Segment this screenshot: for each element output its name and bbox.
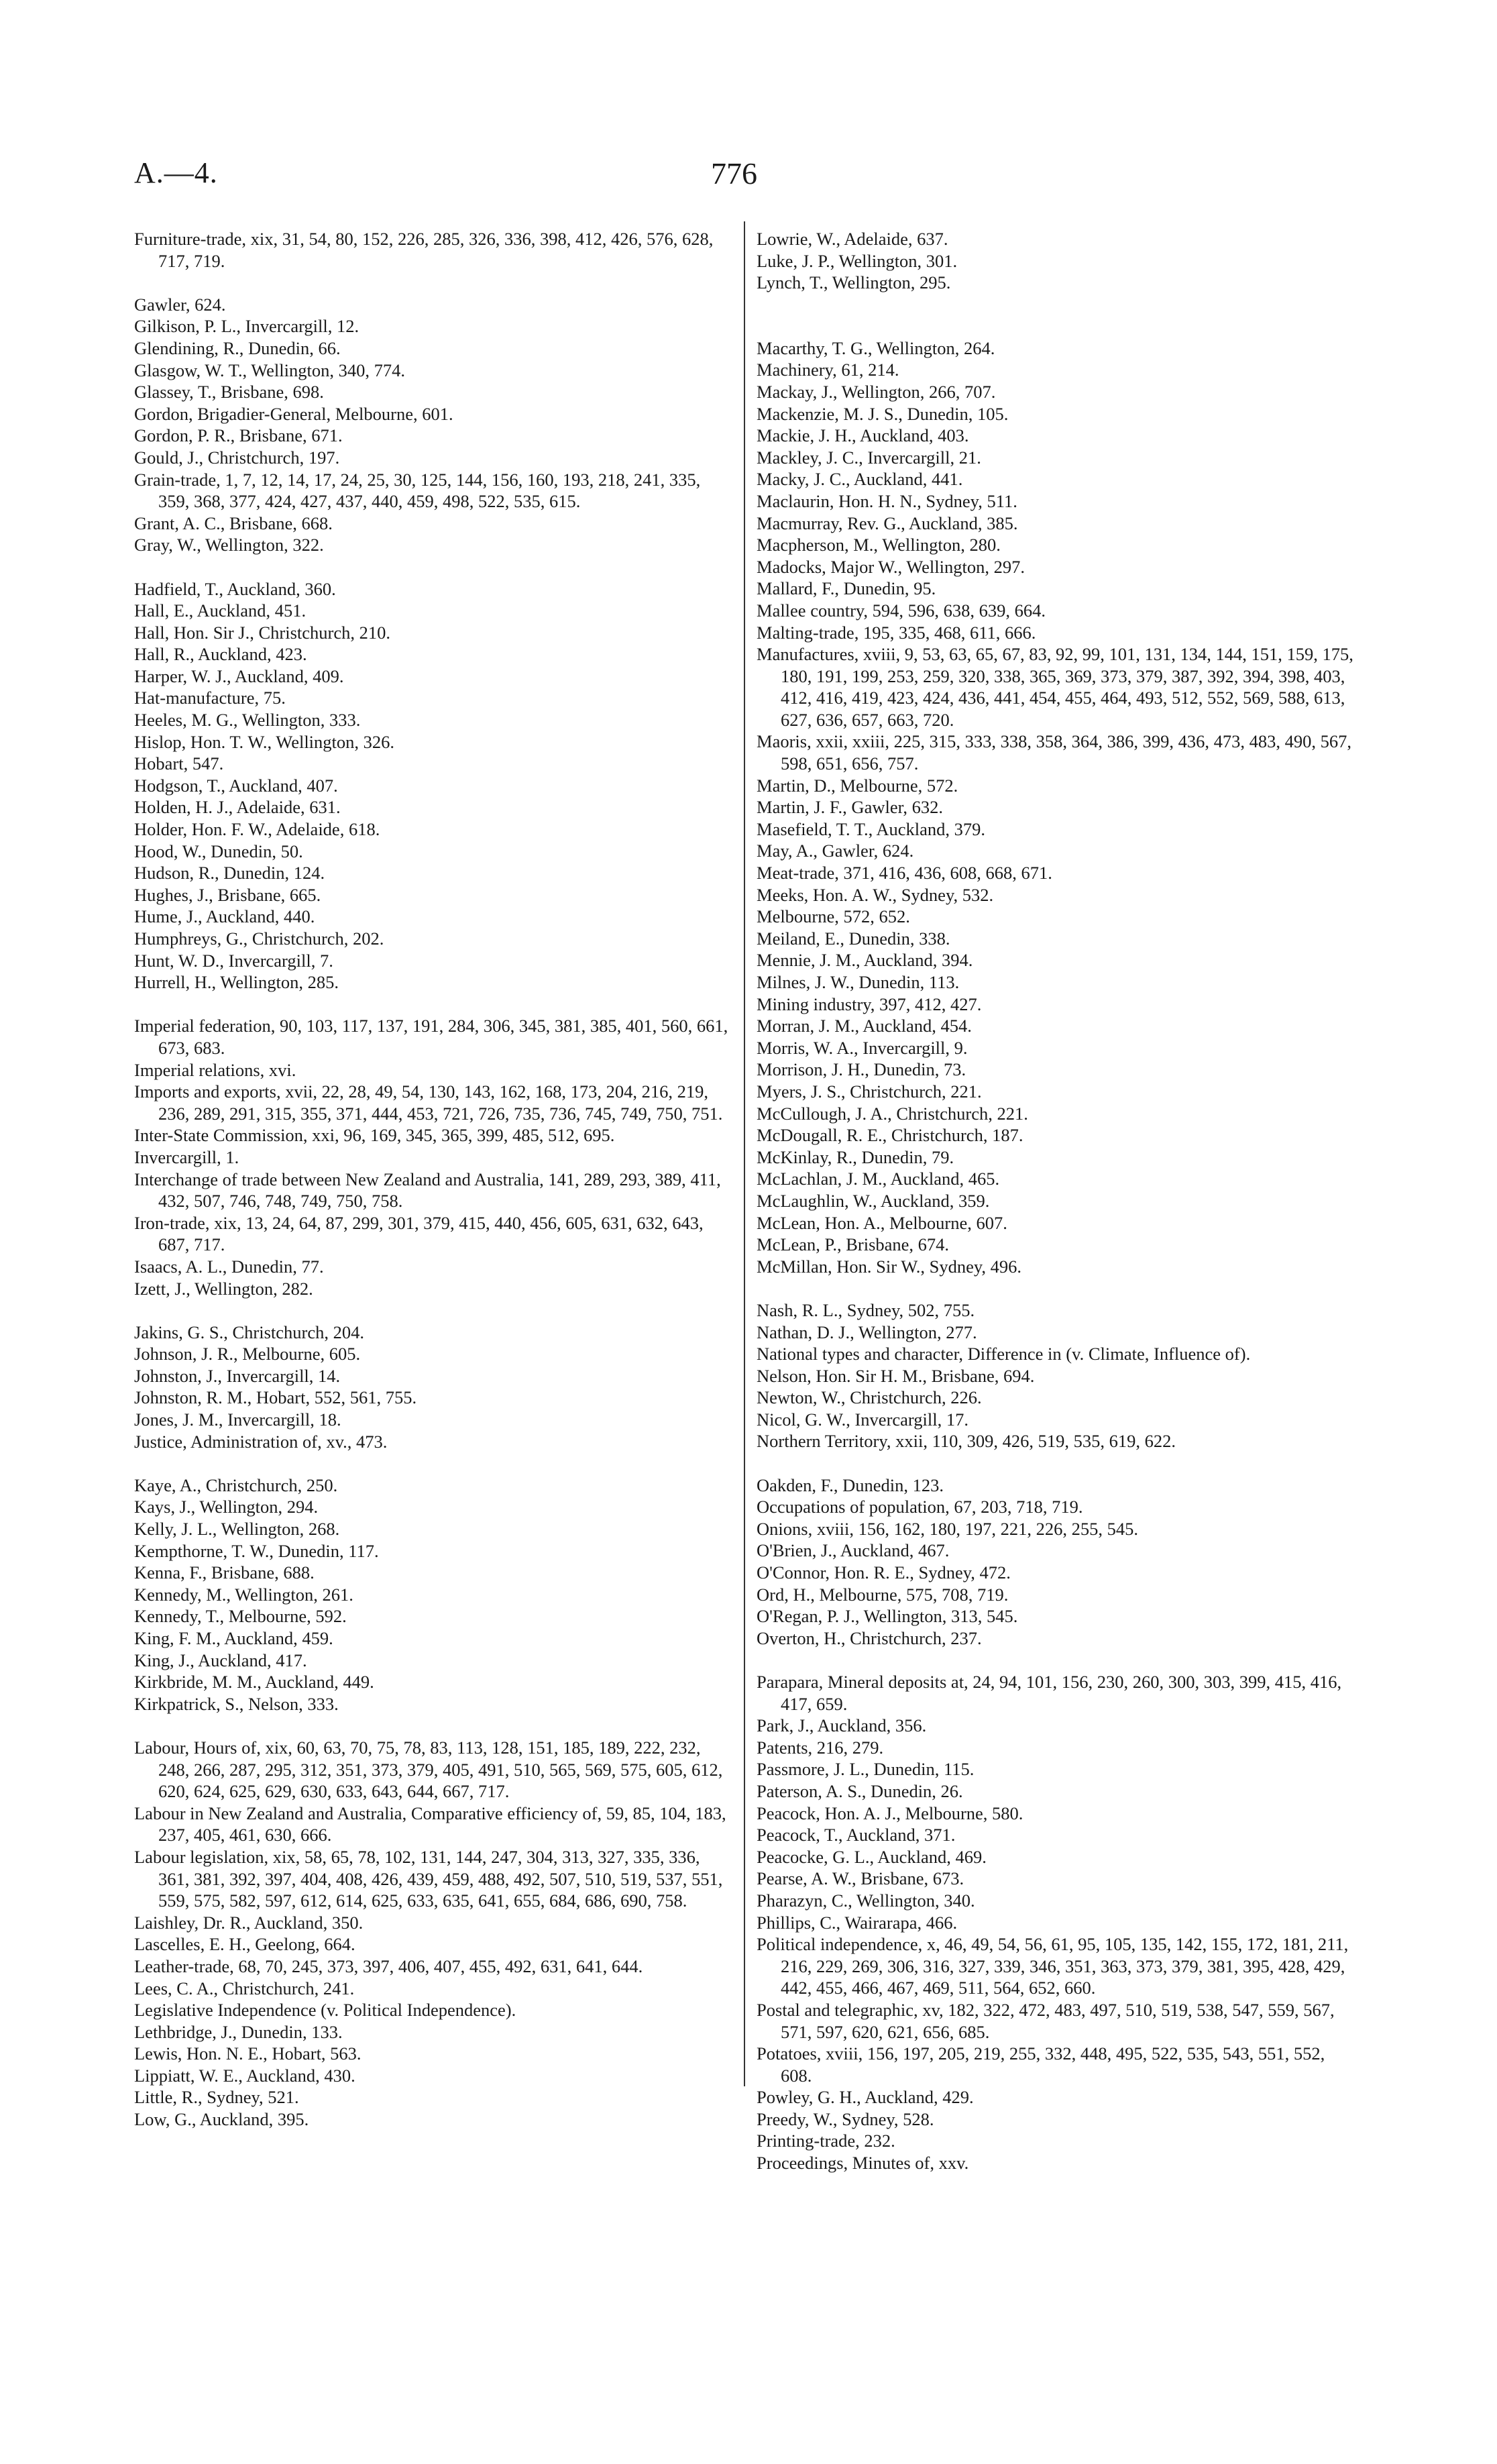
index-entry: Interchange of trade between New Zealand and Australia, 141, 289, 293, 389, 411, 432, 507, 746, 748, 749, 750, 758. xyxy=(134,1169,721,1212)
index-entry: Oakden, F., Dunedin, 123. xyxy=(757,1475,944,1495)
index-column-right xyxy=(757,228,1360,2174)
index-entry: McLachlan, J. M., Auckland, 465. xyxy=(757,1169,1000,1189)
index-entry: Meat-trade, 371, 416, 436, 608, 668, 671. xyxy=(757,863,1052,883)
index-entry: Mackenzie, M. J. S., Dunedin, 105. xyxy=(757,403,1009,424)
index-entry: Lowrie, W., Adelaide, 637. xyxy=(757,229,948,249)
index-entry: Meiland, E., Dunedin, 338. xyxy=(757,928,950,949)
index-entry: Holder, Hon. F. W., Adelaide, 618. xyxy=(134,819,380,840)
index-entry: Pharazyn, C., Wellington, 340. xyxy=(757,1890,975,1911)
index-entry: May, A., Gawler, 624. xyxy=(757,841,914,861)
index-entry: Postal and telegraphic, xv, 182, 322, 472, 483, 497, 510, 519, 538, 547, 559, 567, 571, 597, 620, 621, 656, 685. xyxy=(757,1999,1335,2042)
index-entry: Mallee country, 594, 596, 638, 639, 664. xyxy=(757,600,1046,621)
index-entry: Hume, J., Auckland, 440. xyxy=(134,906,315,927)
index-entry: Mining industry, 397, 412, 427. xyxy=(757,994,982,1014)
index-entry: Harper, W. J., Auckland, 409. xyxy=(134,665,344,686)
index-entry: Justice, Administration of, xv., 473. xyxy=(134,1431,388,1452)
index-entry: Nathan, D. J., Wellington, 277. xyxy=(757,1322,977,1342)
index-entry: Hall, Hon. Sir J., Christchurch, 210. xyxy=(134,622,391,643)
index-entry: Hislop, Hon. T. W., Wellington, 326. xyxy=(134,731,395,752)
index-entry: Kirkbride, M. M., Auckland, 449. xyxy=(134,1672,374,1693)
index-entry: Inter-State Commission, xxi, 96, 169, 345, 365, 399, 485, 512, 695. xyxy=(134,1125,615,1146)
index-entry: National types and character, Difference in (v. Climate, Influence of). xyxy=(757,1344,1251,1364)
index-entry: Mackley, J. C., Invercargill, 21. xyxy=(757,447,981,468)
index-entry: Masefield, T. T., Auckland, 379. xyxy=(757,818,986,839)
index-entry: McDougall, R. E., Christchurch, 187. xyxy=(757,1125,1023,1146)
index-entry: Pearse, A. W., Brisbane, 673. xyxy=(757,1868,964,1889)
index-entry: Mallard, F., Dunedin, 95. xyxy=(757,578,936,599)
index-entry: Humphreys, G., Christchurch, 202. xyxy=(134,928,384,949)
index-entry: Machinery, 61, 214. xyxy=(757,360,899,380)
index-entry: Johnston, R. M., Hobart, 552, 561, 755. xyxy=(134,1387,417,1408)
index-entry: Macmurray, Rev. G., Auckland, 385. xyxy=(757,513,1018,533)
index-entry: Morris, W. A., Invercargill, 9. xyxy=(757,1037,968,1058)
index-entry: Legislative Independence (v. Political Independence). xyxy=(134,2000,516,2021)
index-entry: McCullough, J. A., Christchurch, 221. xyxy=(757,1103,1028,1124)
index-entry: Kays, J., Wellington, 294. xyxy=(134,1497,319,1517)
index-entry: Gawler, 624. xyxy=(134,294,226,315)
index-entry: Lees, C. A., Christchurch, 241. xyxy=(134,1978,355,1998)
index-entry: Peacock, T., Auckland, 371. xyxy=(757,1825,956,1845)
page-header xyxy=(134,156,1408,203)
index-entry: Hood, W., Dunedin, 50. xyxy=(134,841,303,861)
index-entry: Kenna, F., Brisbane, 688. xyxy=(134,1562,315,1583)
index-entry: Imports and exports, xvii, 22, 28, 49, 54, 130, 143, 162, 168, 173, 204, 216, 219, 236, 289, 291, 315, 355, 371, 444, 453, 721, 726, 735, 736, 745, 749, 750, 751. xyxy=(134,1081,723,1124)
index-entry: Grant, A. C., Brisbane, 668. xyxy=(134,513,333,533)
index-entry: O'Brien, J., Auckland, 467. xyxy=(757,1540,950,1561)
index-entry: Passmore, J. L., Dunedin, 115. xyxy=(757,1759,975,1780)
index-entry: McKinlay, R., Dunedin, 79. xyxy=(757,1146,954,1167)
index-entry: Political independence, x, 46, 49, 54, 56, 61, 95, 105, 135, 142, 155, 172, 181, 211, 216, 229, 269, 306, 316, 327, 339, 346, 351, 363, 373, 379, 381, 395, 428, 429, 442, 455, 466, 467, 469, 511, 564, 652, 660. xyxy=(757,1934,1349,1998)
index-entry: Parapara, Mineral deposits at, 24, 94, 101, 156, 230, 260, 300, 303, 399, 415, 416, 417, 659. xyxy=(757,1672,1342,1714)
index-entry: Grain-trade, 1, 7, 12, 14, 17, 24, 25, 30, 125, 144, 156, 160, 193, 218, 241, 335, 359, 368, 377, 424, 427, 437, 440, 459, 498, 522, 535, 615. xyxy=(134,469,701,512)
index-entry: Glasgow, W. T., Wellington, 340, 774. xyxy=(134,360,405,380)
index-entry: Preedy, W., Sydney, 528. xyxy=(757,2108,934,2129)
index-entry: Printing-trade, 232. xyxy=(757,2131,895,2151)
index-entry: Proceedings, Minutes of, xxv. xyxy=(757,2153,969,2174)
index-entry: Occupations of population, 67, 203, 718, 719. xyxy=(757,1497,1083,1517)
index-entry: Gordon, P. R., Brisbane, 671. xyxy=(134,425,343,446)
index-entry: Morran, J. M., Auckland, 454. xyxy=(757,1016,972,1036)
index-entry: Phillips, C., Wairarapa, 466. xyxy=(757,1912,958,1933)
index-entry: Powley, G. H., Auckland, 429. xyxy=(757,2087,974,2108)
index-entry: Lewis, Hon. N. E., Hobart, 563. xyxy=(134,2043,362,2064)
index-entry: Heeles, M. G., Wellington, 333. xyxy=(134,710,361,731)
index-entry: Johnston, J., Invercargill, 14. xyxy=(134,1365,341,1386)
index-entry: Melbourne, 572, 652. xyxy=(757,906,910,927)
index-entry: King, J., Auckland, 417. xyxy=(134,1650,307,1670)
index-entry: Nicol, G. W., Invercargill, 17. xyxy=(757,1409,968,1430)
index-entry: Izett, J., Wellington, 282. xyxy=(134,1278,313,1299)
index-entry: McLean, Hon. A., Melbourne, 607. xyxy=(757,1212,1007,1233)
index-column-left xyxy=(134,228,731,2131)
index-entry: Maoris, xxii, xxiii, 225, 315, 333, 338, 358, 364, 386, 399, 436, 473, 483, 490, 567, 598, 651, 656, 757. xyxy=(757,731,1352,774)
index-entry: Overton, H., Christchurch, 237. xyxy=(757,1627,982,1648)
index-entry: Macarthy, T. G., Wellington, 264. xyxy=(757,337,995,358)
index-entry: Hughes, J., Brisbane, 665. xyxy=(134,884,321,905)
index-entry: Kempthorne, T. W., Dunedin, 117. xyxy=(134,1540,379,1561)
index-entry: Hat-manufacture, 75. xyxy=(134,688,286,708)
index-entry: Lynch, T., Wellington, 295. xyxy=(757,272,951,293)
index-entry: Jones, J. M., Invercargill, 18. xyxy=(134,1409,341,1430)
index-entry: Peacock, Hon. A. J., Melbourne, 580. xyxy=(757,1803,1023,1823)
index-entry: Morrison, J. H., Dunedin, 73. xyxy=(757,1059,966,1080)
index-entry: Holden, H. J., Adelaide, 631. xyxy=(134,797,341,818)
index-entry: Johnson, J. R., Melbourne, 605. xyxy=(134,1344,361,1364)
index-entry: Hudson, R., Dunedin, 124. xyxy=(134,863,325,883)
index-entry: Macpherson, M., Wellington, 280. xyxy=(757,535,1001,555)
index-entry: Jakins, G. S., Christchurch, 204. xyxy=(134,1322,365,1342)
index-entry: Patents, 216, 279. xyxy=(757,1737,884,1758)
index-entry: Hall, R., Auckland, 423. xyxy=(134,644,307,665)
index-entry: Paterson, A. S., Dunedin, 26. xyxy=(757,1780,963,1801)
index-entry: O'Regan, P. J., Wellington, 313, 545. xyxy=(757,1606,1018,1627)
index-entry: Martin, J. F., Gawler, 632. xyxy=(757,797,943,818)
index-entry: Nash, R. L., Sydney, 502, 755. xyxy=(757,1299,975,1320)
index-entry: Kaye, A., Christchurch, 250. xyxy=(134,1475,338,1495)
index-entry: O'Connor, Hon. R. E., Sydney, 472. xyxy=(757,1562,1011,1583)
index-entry: Furniture-trade, xix, 31, 54, 80, 152, 226, 285, 326, 336, 398, 412, 426, 576, 628, 717, 719. xyxy=(134,229,714,271)
index-entry: Kelly, J. L., Wellington, 268. xyxy=(134,1519,340,1540)
index-entry: Laishley, Dr. R., Auckland, 350. xyxy=(134,1912,364,1933)
index-entry: Lethbridge, J., Dunedin, 133. xyxy=(134,2021,343,2042)
index-entry: Kirkpatrick, S., Nelson, 333. xyxy=(134,1693,339,1714)
index-entry: Northern Territory, xxii, 110, 309, 426, 519, 535, 619, 622. xyxy=(757,1431,1176,1452)
index-entry: King, F. M., Auckland, 459. xyxy=(134,1628,333,1648)
index-entry: Little, R., Sydney, 521. xyxy=(134,2087,299,2108)
index-entry: Milnes, J. W., Dunedin, 113. xyxy=(757,972,960,992)
index-entry: Gould, J., Christchurch, 197. xyxy=(134,447,340,468)
index-entry: Park, J., Auckland, 356. xyxy=(757,1715,927,1736)
index-entry: Gordon, Brigadier-General, Melbourne, 601. xyxy=(134,403,453,424)
index-entry: Nelson, Hon. Sir H. M., Brisbane, 694. xyxy=(757,1365,1035,1386)
index-entry: Kennedy, M., Wellington, 261. xyxy=(134,1584,353,1605)
index-entry: Meeks, Hon. A. W., Sydney, 532. xyxy=(757,884,994,905)
index-entry: Glassey, T., Brisbane, 698. xyxy=(134,382,324,403)
column-divider xyxy=(744,221,745,2086)
index-entry: Macky, J. C., Auckland, 441. xyxy=(757,469,963,490)
index-entry: Hall, E., Auckland, 451. xyxy=(134,600,307,621)
page-reference: A.—4. xyxy=(134,156,218,189)
index-entry: Kennedy, T., Melbourne, 592. xyxy=(134,1606,347,1627)
index-entry: Glendining, R., Dunedin, 66. xyxy=(134,337,341,358)
index-entry: Martin, D., Melbourne, 572. xyxy=(757,775,958,796)
index-entry: Invercargill, 1. xyxy=(134,1146,239,1167)
index-entry: Lippiatt, W. E., Auckland, 430. xyxy=(134,2065,355,2086)
index-entry: Maclaurin, Hon. H. N., Sydney, 511. xyxy=(757,490,1017,511)
index-entry: Isaacs, A. L., Dunedin, 77. xyxy=(134,1256,324,1277)
index-entry: Onions, xviii, 156, 162, 180, 197, 221, 226, 255, 545. xyxy=(757,1518,1139,1539)
index-entry: Newton, W., Christchurch, 226. xyxy=(757,1387,982,1408)
index-entry: Hadfield, T., Auckland, 360. xyxy=(134,578,336,599)
index-entry: Mackie, J. H., Auckland, 403. xyxy=(757,425,969,446)
index-entry: Gilkison, P. L., Invercargill, 12. xyxy=(134,316,359,337)
index-entry: Labour, Hours of, xix, 60, 63, 70, 75, 78, 83, 113, 128, 151, 185, 189, 222, 232, 248, 266, 287, 295, 312, 351, 373, 379, 405, 491, 510, 565, 569, 575, 605, 612, 620, 624, 625, 629, 630, 633, 643, 644, 667, 717. xyxy=(134,1737,723,1802)
index-entry: Luke, J. P., Wellington, 301. xyxy=(757,250,958,271)
index-entry: Potatoes, xviii, 156, 197, 205, 219, 255, 332, 448, 495, 522, 535, 543, 551, 552, 608. xyxy=(757,2043,1325,2086)
index-entry: Imperial relations, xvi. xyxy=(134,1059,296,1080)
index-entry: Labour in New Zealand and Australia, Comparative efficiency of, 59, 85, 104, 183, 237, 405, 461, 630, 666. xyxy=(134,1803,726,1845)
index-entry: Hurrell, H., Wellington, 285. xyxy=(134,972,339,993)
index-entry: Manufactures, xviii, 9, 53, 63, 65, 67, 83, 92, 99, 101, 131, 134, 144, 151, 159, 175, 180, 191, 199, 253, 259, 320, 338, 365, 369, 373, 379, 387, 392, 394, 398, 403, 412, 416, 419, 423, 424, 436, 441, 454, 455, 464, 493, 512, 552, 569, 588, 613, 627, 636, 657, 663, 720. xyxy=(757,644,1353,730)
index-entry: McMillan, Hon. Sir W., Sydney, 496. xyxy=(757,1256,1022,1277)
index-entry: Labour legislation, xix, 58, 65, 78, 102, 131, 144, 247, 304, 313, 327, 335, 336, 361, 381, 392, 397, 404, 408, 426, 439, 459, 488, 492, 507, 510, 519, 537, 551, 559, 575, 582, 597, 612, 614, 625, 633, 635, 641, 655, 684, 686, 690, 758. xyxy=(134,1846,723,1911)
index-entry: Peacocke, G. L., Auckland, 469. xyxy=(757,1846,987,1867)
index-entry: Madocks, Major W., Wellington, 297. xyxy=(757,556,1025,577)
page-number: 776 xyxy=(711,156,757,191)
index-entry: Ord, H., Melbourne, 575, 708, 719. xyxy=(757,1584,1009,1605)
index-entry: Myers, J. S., Christchurch, 221. xyxy=(757,1081,982,1102)
index-entry: Mackay, J., Wellington, 266, 707. xyxy=(757,381,996,402)
index-entry: McLaughlin, W., Auckland, 359. xyxy=(757,1190,990,1211)
index-entry: Lascelles, E. H., Geelong, 664. xyxy=(134,1934,355,1955)
index-entry: McLean, P., Brisbane, 674. xyxy=(757,1234,950,1255)
index-entry: Hobart, 547. xyxy=(134,753,224,774)
index-entry: Hunt, W. D., Invercargill, 7. xyxy=(134,950,333,971)
index-entry: Malting-trade, 195, 335, 468, 611, 666. xyxy=(757,622,1036,643)
index-entry: Mennie, J. M., Auckland, 394. xyxy=(757,950,973,971)
index-entry: Leather-trade, 68, 70, 245, 373, 397, 406, 407, 455, 492, 631, 641, 644. xyxy=(134,1956,643,1976)
index-entry: Imperial federation, 90, 103, 117, 137, 191, 284, 306, 345, 381, 385, 401, 560, 661, 673, 683. xyxy=(134,1016,728,1058)
index-entry: Hodgson, T., Auckland, 407. xyxy=(134,775,338,796)
index-entry: Iron-trade, xix, 13, 24, 64, 87, 299, 301, 379, 415, 440, 456, 605, 631, 632, 643, 687, 717. xyxy=(134,1212,704,1255)
index-entry: Gray, W., Wellington, 322. xyxy=(134,535,324,555)
index-entry: Low, G., Auckland, 395. xyxy=(134,2109,309,2130)
